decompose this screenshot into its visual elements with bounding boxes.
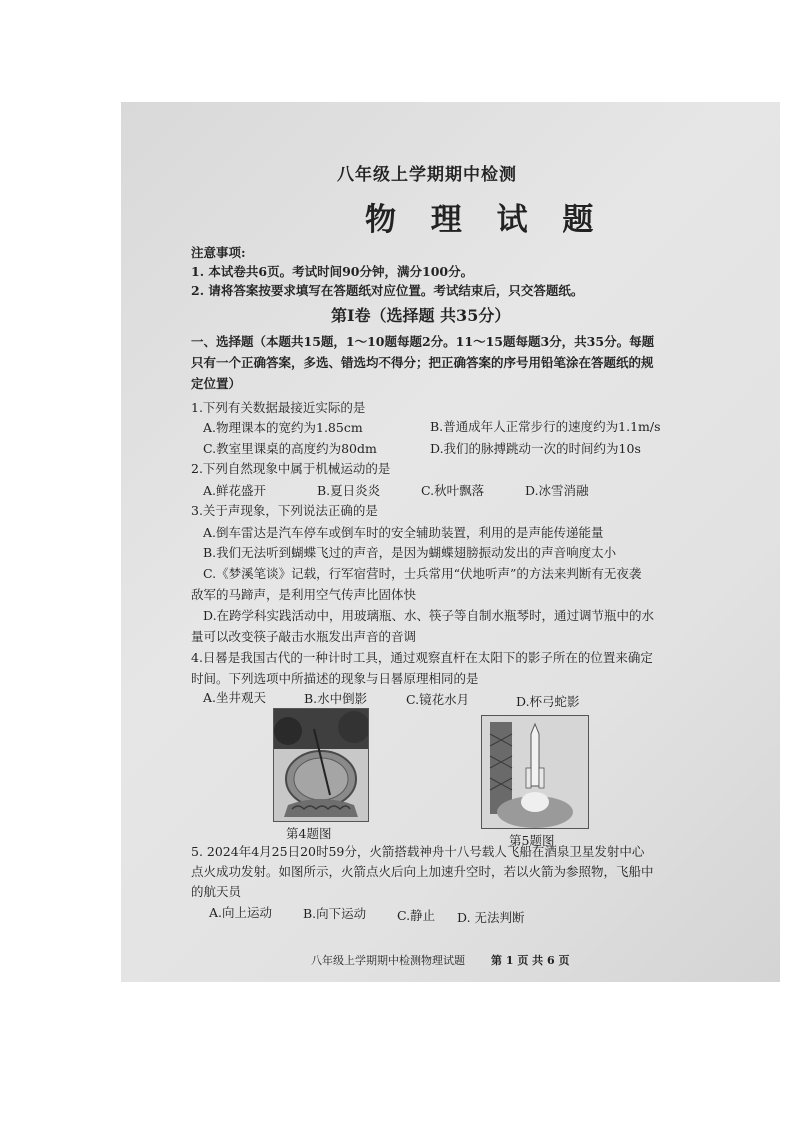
question-3-option-d-line-1: D.在跨学科实践活动中，用玻璃瓶、水、筷子等自制水瓶琴时，通过调节瓶中的水 xyxy=(203,608,655,623)
exam-subtitle: 八年级上学期期中检测 xyxy=(337,165,517,185)
question-4-stem-line-2: 时间。下列选项中所描述的现象与日晷原理相同的是 xyxy=(191,671,479,686)
question-3-option-c-line-2: 敌军的马蹄声，是利用空气传声比固体快 xyxy=(191,587,417,602)
exam-title: 物 理 试 题 xyxy=(365,202,606,238)
question-2-option-a: A.鲜花盛开 xyxy=(203,483,267,498)
notice-item-2: 2. 请将答案按要求填写在答题纸对应位置。考试结束后，只交答题纸。 xyxy=(191,283,584,298)
notice-item-1: 1. 本试卷共6页。考试时间90分钟，满分100分。 xyxy=(191,264,474,279)
question-1-option-a: A.物理课本的宽约为1.85cm xyxy=(203,420,363,435)
rocket-launch-photo xyxy=(481,715,589,829)
question-5-option-b: B.向下运动 xyxy=(303,906,367,921)
question-1-stem: 1.下列有关数据最接近实际的是 xyxy=(191,400,366,415)
footer-page-number: 第 1 页 共 6 页 xyxy=(491,954,570,967)
question-4-option-d: D.杯弓蛇影 xyxy=(516,694,580,709)
question-3-option-b: B.我们无法听到蝴蝶飞过的声音，是因为蝴蝶翅膀振动发出的声音响度太小 xyxy=(203,545,617,560)
question-5-option-c: C.静止 xyxy=(397,908,436,923)
question-3-option-d-line-2: 量可以改变筷子敲击水瓶发出声音的音调 xyxy=(191,629,417,644)
question-4-option-b: B.水中倒影 xyxy=(304,691,368,706)
rocket-icon xyxy=(482,716,588,828)
question-4-option-a: A.坐井观天 xyxy=(203,690,267,705)
section-instructions-line-3: 定位置） xyxy=(191,376,242,391)
section-title: 第Ⅰ卷（选择题 共35分） xyxy=(331,306,511,325)
figure-4-caption: 第4题图 xyxy=(286,826,332,841)
question-4-option-c: C.镜花水月 xyxy=(406,692,470,707)
question-1-option-d: D.我们的脉搏跳动一次的时间约为10s xyxy=(430,441,641,456)
question-5-stem-line-1: 5. 2024年4月25日20时59分，火箭搭载神舟十八号载人飞船在酒泉卫星发射中心 xyxy=(191,844,645,859)
question-2-option-b: B.夏日炎炎 xyxy=(317,483,381,498)
question-3-option-c-line-1: C.《梦溪笔谈》记载，行军宿营时，士兵常用“伏地听声”的方法来判断有无夜袭 xyxy=(203,566,642,581)
figure-5-caption: 第5题图 xyxy=(509,833,555,848)
question-2-option-c: C.秋叶飘落 xyxy=(421,483,485,498)
sundial-icon xyxy=(274,709,368,821)
footer-title: 八年级上学期期中检测物理试题 xyxy=(311,954,465,967)
notice-heading: 注意事项: xyxy=(191,245,246,260)
question-1-option-c: C.教室里课桌的高度约为80dm xyxy=(203,441,377,456)
question-5-stem-line-3: 的航天员 xyxy=(191,884,242,899)
question-3-stem: 3.关于声现象，下列说法正确的是 xyxy=(191,503,378,518)
question-5-stem-line-2: 点火成功发射。如图所示，火箭点火后向上加速升空时，若以火箭为参照物，飞船中 xyxy=(191,864,654,879)
question-2-stem: 2.下列自然现象中属于机械运动的是 xyxy=(191,461,391,476)
question-1-option-b: B.普通成年人正常步行的速度约为1.1m/s xyxy=(430,419,661,434)
exam-page-photo xyxy=(121,102,780,982)
section-instructions-line-2: 只有一个正确答案，多选、错选均不得分；把正确答案的序号用铅笔涂在答题纸的规 xyxy=(191,355,654,370)
question-5-option-d: D. 无法判断 xyxy=(457,910,525,925)
question-2-option-d: D.冰雪消融 xyxy=(525,483,589,498)
sundial-photo xyxy=(273,708,369,822)
question-3-option-a: A.倒车雷达是汽车停车或倒车时的安全辅助装置，利用的是声能传递能量 xyxy=(203,525,604,540)
question-4-stem-line-1: 4.日晷是我国古代的一种计时工具，通过观察直杆在太阳下的影子所在的位置来确定 xyxy=(191,650,653,665)
question-5-option-a: A.向上运动 xyxy=(209,905,273,920)
section-instructions-line-1: 一、选择题（本题共15题，1～10题每题2分。11～15题每题3分，共35分。每题 xyxy=(191,334,655,349)
